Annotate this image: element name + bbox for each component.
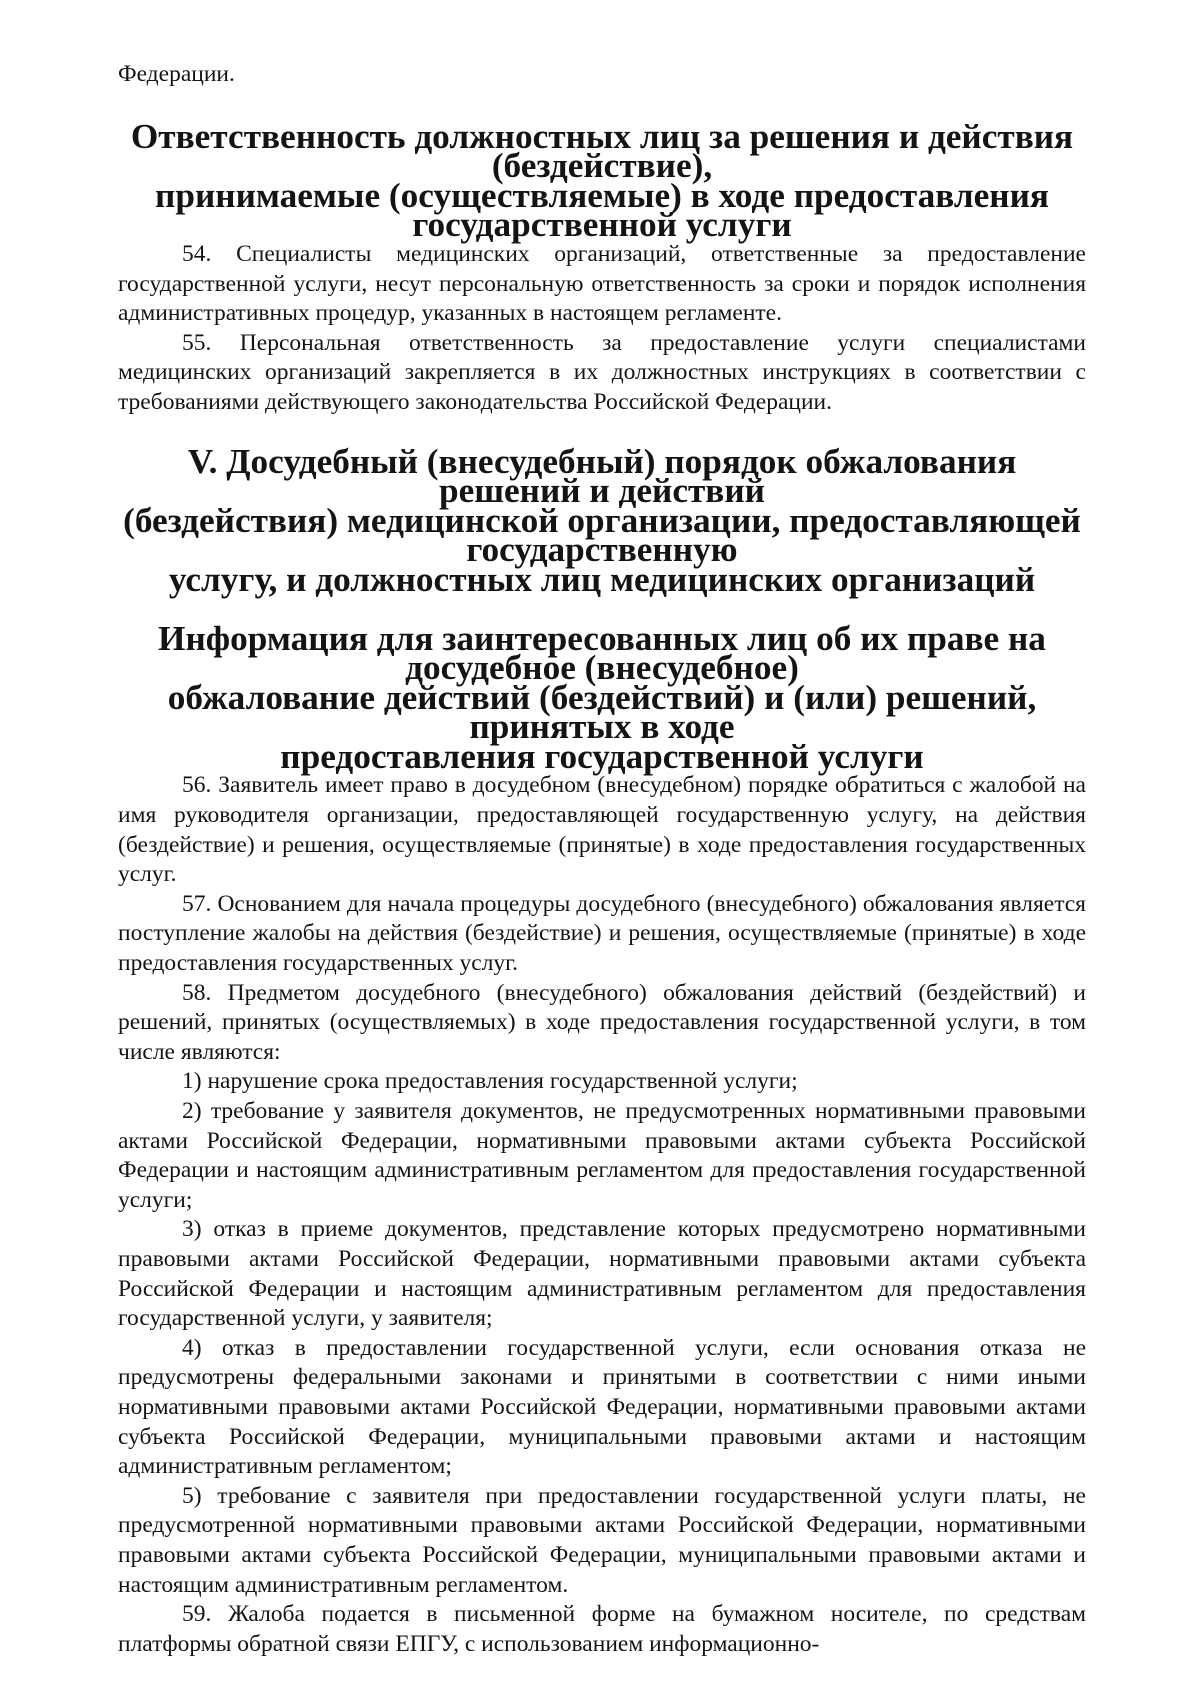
paragraph-59: 59. Жалоба подается в письменной форме на бумажном носителе, по средствам платформы обратной связи ЕПГУ, с использованием информационно- (118, 1601, 1086, 1657)
paragraph-58: 58. Предметом досудебного (внесудебного) обжалования действий (бездействий) и решений, принятых (осуществляемых) в ходе предоставления государственной услуги, в том числе являются: (118, 979, 1086, 1065)
continuation-text: Федерации. (118, 61, 235, 87)
heading-appeal-info (118, 618, 1086, 776)
heading-line: предоставления государственной услуги (280, 736, 924, 776)
paragraph-57: 57. Основанием для начала процедуры досудебного (внесудебного) обжалования является поступление жалобы на действия (бездействие) и решения, осуществляемые (принятые) в ходе предоставления государственных услуг. (118, 890, 1086, 977)
heading-line: услугу, и должностных лиц медицинских организаций (168, 559, 1036, 599)
heading-line: обжалование действий (бездействий) и (или) решений, принятых в ходе (167, 677, 1037, 747)
heading-responsibility (118, 116, 1086, 245)
paragraph-54: 54. Специалисты медицинских организаций, ответственные за предоставление государственной услуги, несут персональную ответственность за сроки и порядок исполнения административных процедур, указанных в настоящем регламенте. (118, 240, 1086, 327)
list-item-5: 5) требование с заявителя при предоставлении государственной услуги платы, не предусмотренной нормативными правовыми актами Российской Федерации, нормативными правовыми актами субъекта Российской Федерации, муниципальными правовыми актами и настоящим административным регламентом. (118, 1482, 1086, 1598)
list-item-4: 4) отказ в предоставлении государственной услуги, если основания отказа не предусмотрены федеральными законами и принятыми в соответствии с ними иными нормативными правовыми актами Российской Федерации, нормативными правовыми актами субъекта Российской Федерации, муниципальными правовыми актами и настоящим административным регламентом; (118, 1334, 1086, 1480)
heading-line: принимаемые (осуществляемые) в ходе предоставления государственной услуги (155, 175, 1049, 245)
document-page (118, 60, 1086, 1659)
paragraph-55: 55. Персональная ответственность за предоставление услуги специалистами медицинских организаций закрепляется в их должностных инструкциях в соответствии с требованиями действующего законодательства Российской Федерации. (118, 329, 1086, 415)
list-item-2: 2) требование у заявителя документов, не предусмотренных нормативными правовыми актами Российской Федерации, нормативными правовыми актами субъекта Российской Федерации и настоящим административным регламентом для предоставления государственной услуги; (118, 1098, 1086, 1213)
list-item-3: 3) отказ в приеме документов, представление которых предусмотрено нормативными правовыми актами Российской Федерации, нормативными правовыми актами субъекта Российской Федерации и настоящим административным регламентом для предоставления государственной услуги, у заявителя; (118, 1216, 1086, 1332)
heading-section-5 (118, 441, 1086, 599)
heading-line: (бездействия) медицинской организации, предоставляющей государственную (123, 500, 1081, 570)
heading-line: V. Досудебный (внесудебный) порядок обжалования решений и действий (187, 441, 1017, 511)
heading-line: Информация для заинтересованных лиц об их праве на досудебное (внесудебное) (158, 618, 1046, 688)
heading-line: Ответственность должностных лиц за решения и действия (бездействие), (130, 116, 1074, 186)
list-item-1: 1) нарушение срока предоставления государственной услуги; (182, 1068, 798, 1095)
paragraph-56: 56. Заявитель имеет право в досудебном (внесудебном) порядке обратиться с жалобой на имя руководителя организации, предоставляющей государственную услугу, на действия (бездействие) и решения, осуществляемые (принятые) в ходе предоставления государственных услуг. (118, 772, 1086, 888)
